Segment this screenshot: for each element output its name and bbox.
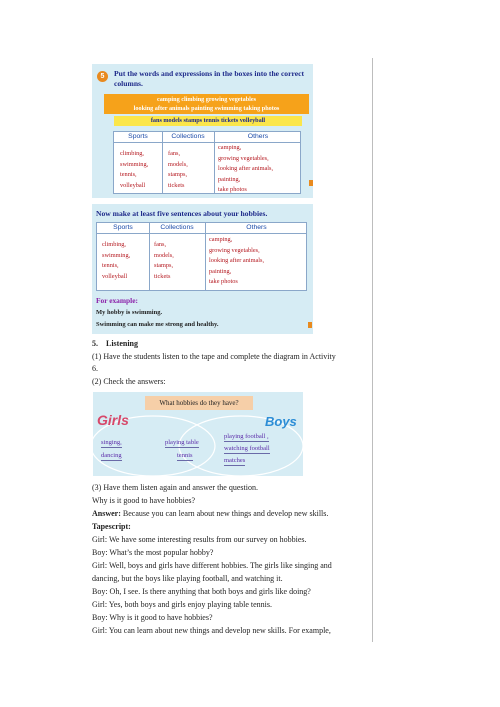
word-box-row-2: looking after animals painting swimming taking photos bbox=[133, 105, 280, 112]
both-item-2: tennis bbox=[177, 452, 193, 459]
activity-number-badge: 5 bbox=[97, 71, 108, 82]
activity-instruction: Put the words and expressions in the boxes into the correct columns. bbox=[114, 69, 304, 88]
tapescript-line: Girl: We have some interesting results from our survey on hobbies. bbox=[92, 535, 307, 544]
tapescript-line: dancing, but the boys like playing football, and watching it. bbox=[92, 574, 283, 583]
question: Why is it good to have hobbies? bbox=[92, 496, 196, 505]
step-1-line-2: 6. bbox=[92, 364, 98, 373]
cell-collections: fans, models, stamps, tickets bbox=[154, 241, 174, 280]
slide-corner-icon bbox=[308, 322, 312, 328]
tapescript-line: Boy: Why is it good to have hobbies? bbox=[92, 613, 213, 622]
example-line-1: My hobby is swimming. bbox=[96, 309, 163, 316]
answer-label: Answer: bbox=[92, 509, 121, 518]
cell-others: camping, growing vegetables, looking after animals, painting, take photos bbox=[218, 144, 274, 193]
cell-sports: climbing, swimming, tennis, volleyball bbox=[120, 150, 149, 189]
tapescript-label: Tapescript: bbox=[92, 522, 131, 531]
girls-label: Girls bbox=[97, 412, 129, 428]
step-3: (3) Have them listen again and answer the question. bbox=[92, 483, 258, 492]
step-2: (2) Check the answers: bbox=[92, 377, 166, 386]
cell-sports: climbing, swimming, tennis, volleyball bbox=[102, 241, 131, 280]
boys-label: Boys bbox=[265, 414, 297, 429]
venn-question: What hobbies do they have? bbox=[145, 396, 253, 410]
boys-item-3: matches bbox=[224, 457, 246, 464]
tapescript-line: Boy: What’s the most popular hobby? bbox=[92, 548, 214, 557]
page-margin-rule bbox=[372, 58, 373, 642]
cell-others: camping, growing vegetables, looking after animals, painting, take photos bbox=[209, 236, 265, 285]
header-others: Others bbox=[246, 224, 267, 231]
header-collections: Collections bbox=[171, 133, 205, 140]
section-heading: 5. Listening bbox=[92, 339, 139, 348]
tapescript-line: Girl: Well, boys and girls have different hobbies. The girls like singing and bbox=[92, 561, 332, 570]
venn-diagram bbox=[93, 392, 303, 476]
tapescript-line: Girl: Yes, both boys and girls enjoy playing table tennis. bbox=[92, 600, 272, 609]
boys-item-2: watching football bbox=[224, 445, 270, 452]
example-label: For example: bbox=[96, 296, 138, 305]
answer bbox=[92, 508, 328, 519]
example-line-2: Swimming can make me strong and healthy. bbox=[96, 321, 219, 328]
word-box-row-1: camping climbing growing vegetables bbox=[156, 96, 257, 103]
girls-item-1: singing, bbox=[101, 439, 122, 446]
answer-text: Because you can learn about new things and develop new skills. bbox=[120, 509, 329, 518]
tapescript-line: Girl: You can learn about new things and develop new skills. For example, bbox=[92, 626, 331, 635]
slide-title: Now make at least five sentences about your hobbies. bbox=[96, 209, 268, 218]
hobby-table-1 bbox=[113, 131, 301, 194]
cell-collections: fans, models, stamps, tickets bbox=[168, 150, 188, 189]
slide-corner-icon bbox=[309, 180, 313, 186]
tapescript-line: Boy: Oh, I see. Is there anything that both boys and girls like doing? bbox=[92, 587, 311, 596]
girls-item-2: dancing bbox=[101, 452, 122, 459]
boys-item-1: playing football , bbox=[224, 433, 269, 440]
both-item-1: playing table bbox=[165, 439, 199, 446]
word-box-orange bbox=[104, 94, 309, 114]
header-others: Others bbox=[247, 133, 269, 140]
word-box-yellow: fans models stamps tennis tickets volleyball bbox=[114, 116, 302, 126]
header-sports: Sports bbox=[113, 224, 133, 231]
hobby-table-2 bbox=[96, 222, 307, 291]
header-collections: Collections bbox=[160, 224, 194, 231]
step-1-line-1: (1) Have the students listen to the tape and complete the diagram in Activity bbox=[92, 352, 336, 361]
header-sports: Sports bbox=[128, 133, 148, 140]
